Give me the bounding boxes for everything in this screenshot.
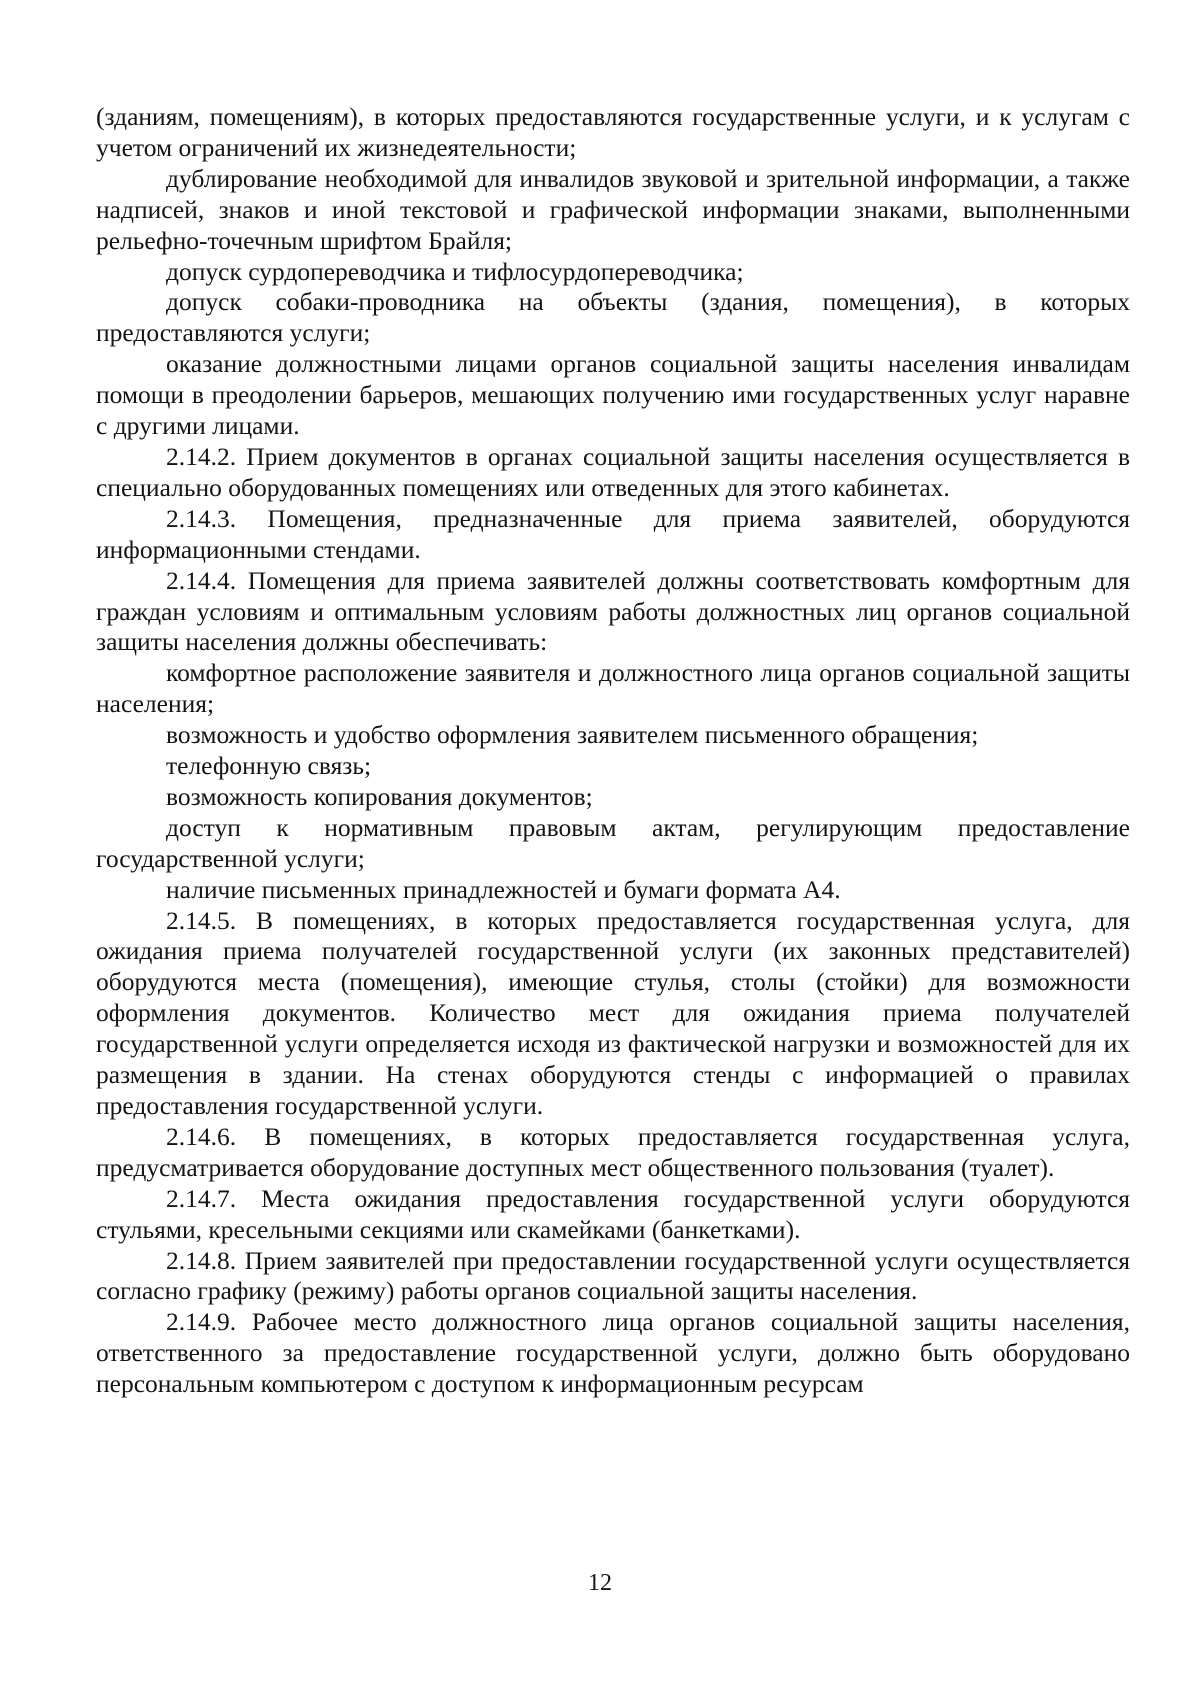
paragraph: возможность и удобство оформления заявителем письменного обращения; <box>166 720 979 750</box>
paragraph: (зданиям, помещениям), в которых предоставляются государственные услуги, и к услугам с учетом ограничений их жизнедеятельности; <box>96 102 1130 162</box>
document-body <box>96 102 1130 1400</box>
paragraph: телефонную связь; <box>166 751 372 781</box>
paragraph: допуск сурдопереводчика и тифлосурдопереводчика; <box>166 256 744 286</box>
paragraph: 2.14.8. Прием заявителей при предоставлении государственной услуги осуществляется согласно графику (режиму) работы органов социальной защиты населения. <box>96 1245 1130 1306</box>
paragraph: 2.14.5. В помещениях, в которых предоставляется государственная услуга, для ожидания приема получателей государственной услуги (их законных представителей) оборудуются места (помещения), имеющие стулья, столы (стойки) для возможности оформления документов. Количество мест для ожидания приема получателей государственной услуги определяется исходя из фактической нагрузки и возможностей для их размещения в здании. На стенах оборудуются стенды с информацией о правилах предоставления государственной услуги. <box>96 905 1130 1120</box>
paragraph: доступ к нормативным правовым актам, регулирующим предоставление государственной услуги; <box>96 812 1130 873</box>
paragraph: допуск собаки-проводника на объекты (здания, помещения), в которых предоставляются услуги; <box>96 287 1130 348</box>
paragraph: возможность копирования документов; <box>166 781 593 811</box>
paragraph: 2.14.7. Места ожидания предоставления государственной услуги оборудуются стульями, кресельными секциями или скамейками (банкетками). <box>96 1183 1130 1244</box>
page-number: 12 <box>588 1570 612 1596</box>
paragraph: наличие письменных принадлежностей и бумаги формата А4. <box>166 874 841 904</box>
paragraph: 2.14.9. Рабочее место должностного лица органов социальной защиты населения, ответственного за предоставление государственной услуги, должно быть оборудовано персональным компьютером с доступом к информационным ресурсам <box>96 1307 1130 1399</box>
paragraph: 2.14.4. Помещения для приема заявителей должны соответствовать комфортным для граждан условиям и оптимальным условиям работы должностных лиц органов социальной защиты населения должны обеспечивать: <box>96 565 1130 657</box>
paragraph: оказание должностными лицами органов социальной защиты населения инвалидам помощи в преодолении барьеров, мешающих получению ими государственных услуг наравне с другими лицами. <box>96 349 1130 441</box>
paragraph: 2.14.3. Помещения, предназначенные для приема заявителей, оборудуются информационными стендами. <box>96 503 1130 564</box>
paragraph: дублирование необходимой для инвалидов звуковой и зрительной информации, а также надписей, знаков и иной текстовой и графической информации знаками, выполненными рельефно-точечным шрифтом Брайля; <box>96 163 1130 255</box>
paragraph: комфортное расположение заявителя и должностного лица органов социальной защиты населения; <box>96 658 1130 719</box>
paragraph: 2.14.6. В помещениях, в которых предоставляется государственная услуга, предусматривается оборудование доступных мест общественного пользования (туалет). <box>96 1121 1130 1182</box>
paragraph: 2.14.2. Прием документов в органах социальной защиты населения осуществляется в специально оборудованных помещениях или отведенных для этого кабинетах. <box>96 441 1130 502</box>
